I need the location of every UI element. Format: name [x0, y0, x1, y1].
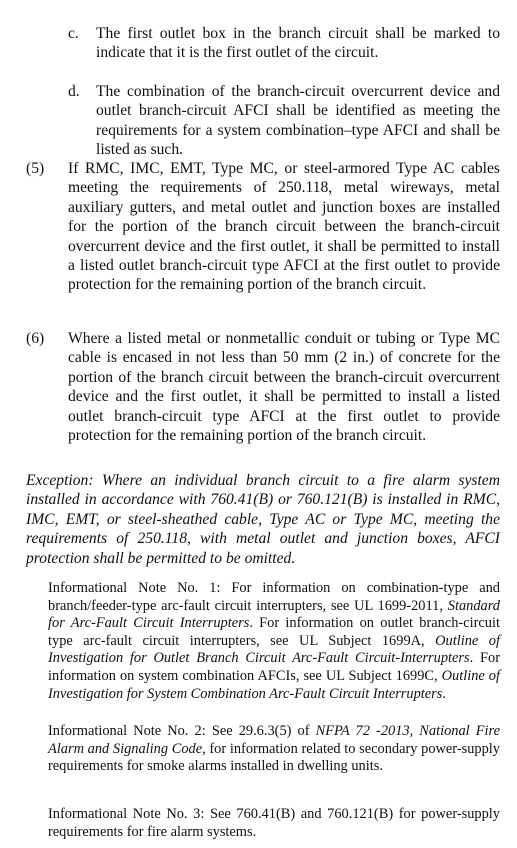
list-item-5	[26, 159, 500, 295]
item-text: Where a listed metal or nonmetallic conduit or tubing or Type MC cable is encased in not less than 50 mm (2 in.) of concrete for the portion of the branch circuit between the branch-circuit overcurrent device and the first outlet, it shall be permitted to install a listed outlet branch-circuit type AFCI at the first outlet to provide protection for the remaining portion of the branch circuit.	[68, 330, 500, 445]
note-text: . For information on outlet branch-circuit type arc-fault circuit interrupters, see UL Subject 1699A,	[48, 615, 500, 649]
informational-note-1	[48, 580, 500, 703]
note-title: Outline of Investigation for Outlet Branch Circuit Arc-Fault Circuit-Interrupters	[48, 632, 500, 667]
note-text: .	[442, 685, 446, 702]
informational-note-3: Informational Note No. 3: See 760.41(B) and 760.121(B) for power-supply requirements for fire alarm systems.	[48, 806, 500, 840]
informational-note-2	[48, 723, 500, 776]
item-label: (6)	[26, 330, 45, 347]
note-title: NFPA 72 -2013, National Fire Alarm and Signaling Code	[48, 723, 500, 757]
note-text: , for information related to secondary power-supply requirements for smoke alarms installed in dwelling units.	[48, 740, 500, 775]
item-label: (5)	[26, 160, 45, 177]
list-item-c	[68, 24, 500, 63]
note-text: . For information on system combination AFCIs, see UL Subject 1699C,	[48, 650, 500, 684]
item-text: The combination of the branch-circuit overcurrent device and outlet branch-circuit AFCI shall be identified as meeting the requirements for a system combination–type AFCI and shall be listed as such.	[96, 83, 500, 159]
item-text: The first outlet box in the branch circuit shall be marked to indicate that it is the first outlet of the circuit.	[96, 25, 500, 62]
note-title: Standard for Arc-Fault Circuit Interrupters	[48, 597, 500, 632]
exception-paragraph: Exception: Where an individual branch circuit to a fire alarm system installed in accordance with 760.41(B) or 760.121(B) is installed in RMC, IMC, EMT, or steel-sheathed cable, Type AC or Type MC, meeting the requirements of 250.118, with metal outlet and junction boxes, AFCI protection shall be permitted to be omitted.	[26, 472, 500, 567]
note-text: Informational Note No. 1: For information on combination-type and branch/feeder-type arc-fault circuit interrupters, see UL 1699-2011,	[48, 580, 500, 614]
note-title: Outline of Investigation for System Combination Arc-Fault Circuit Interrupters	[48, 667, 500, 702]
item-label: d.	[68, 83, 80, 100]
item-label: c.	[68, 25, 79, 42]
note-text: Informational Note No. 2: See 29.6.3(5) of	[48, 723, 316, 739]
list-item-6	[26, 329, 500, 445]
list-item-d	[68, 82, 500, 160]
item-text: If RMC, IMC, EMT, Type MC, or steel-armored Type AC cables meeting the requirements of 250.118, metal wireways, metal auxiliary gutters, and metal outlet and junction boxes are installed for the portion of the branch circuit between the branch-circuit overcurrent device and the first outlet, it shall be permitted to install a listed outlet branch-circuit type AFCI at the first outlet to provide protection for the remaining portion of the branch circuit.	[68, 160, 500, 294]
